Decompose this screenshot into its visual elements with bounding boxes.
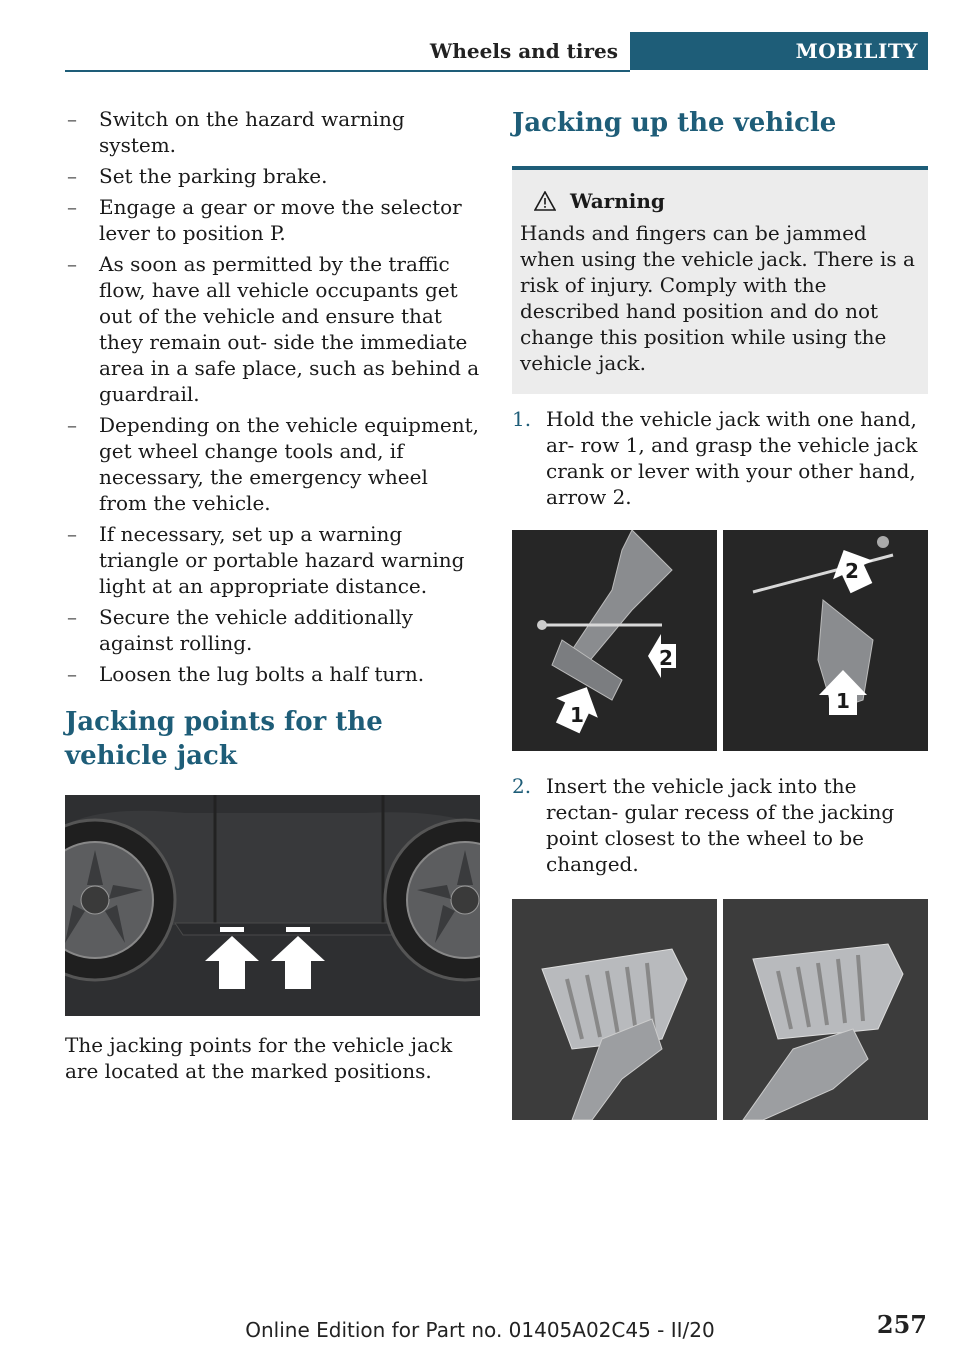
chapter-tab: MOBILITY xyxy=(630,32,928,70)
dash-bullet: – xyxy=(67,252,77,276)
section-title: Wheels and tires xyxy=(429,39,618,63)
dash-bullet: – xyxy=(67,195,77,219)
list-item-text: As soon as permitted by the traffic flow, have all vehicle occupants get out of the vehicle and ensure that they remain out‐ side the immediate area in a safe place, such as behind a guardrail. xyxy=(99,252,480,406)
arrow-1-label: 1 xyxy=(836,689,850,713)
jacking-steps-1 xyxy=(512,406,928,510)
warning-triangle-icon xyxy=(534,191,556,211)
list-item xyxy=(65,194,480,246)
left-column xyxy=(65,106,480,1084)
list-item xyxy=(512,406,928,510)
arrow-2-label: 2 xyxy=(845,559,859,583)
list-item-text: Secure the vehicle additionally against rolling. xyxy=(99,605,413,655)
list-item xyxy=(65,521,480,599)
jack-illustration xyxy=(512,530,717,751)
step-text: Hold the vehicle jack with one hand, ar‐ row 1, and grasp the vehicle jack crank or lever with your other hand, arrow 2. xyxy=(546,407,918,509)
jacking-points-caption: The jacking points for the vehicle jack are located at the marked positions. xyxy=(65,1033,453,1083)
jack-inserted-illustration xyxy=(723,899,928,1120)
page-number: 257 xyxy=(876,1310,927,1339)
jacking-up-heading: Jacking up the vehicle xyxy=(512,108,837,138)
edition-footer: Online Edition for Part no. 01405A02C45 - II/20 xyxy=(245,1318,715,1342)
car-side-illustration xyxy=(65,795,480,1016)
warning-header xyxy=(534,188,920,214)
list-item-text: Loosen the lug bolts a half turn. xyxy=(99,662,425,686)
jack-crank-illustration xyxy=(723,530,928,751)
arrow-2-label: 2 xyxy=(659,646,673,670)
step-number: 1. xyxy=(512,407,532,431)
right-column xyxy=(512,106,928,1120)
dash-bullet: – xyxy=(67,164,77,188)
dash-bullet: – xyxy=(67,605,77,629)
preparation-steps xyxy=(65,106,480,687)
list-item xyxy=(65,163,480,189)
recess-figure-left xyxy=(512,899,717,1120)
jack-recess-figures xyxy=(512,899,928,1120)
list-item xyxy=(65,251,480,407)
list-item-text: Switch on the hazard warning system. xyxy=(99,107,405,157)
jacking-steps-2 xyxy=(512,773,928,877)
warning-title: Warning xyxy=(570,189,665,213)
dash-bullet: – xyxy=(67,413,77,437)
list-item-text: Engage a gear or move the selector lever to position P. xyxy=(99,195,462,245)
step-number: 2. xyxy=(512,774,532,798)
list-item xyxy=(65,412,480,516)
jacking-points-heading: Jacking points for the vehicle jack xyxy=(65,707,383,771)
list-item xyxy=(512,773,928,877)
jack-hand-position-figures xyxy=(512,530,928,751)
list-item xyxy=(65,604,480,656)
header-rule xyxy=(65,70,630,72)
page-header xyxy=(65,32,928,72)
list-item-text: Set the parking brake. xyxy=(99,164,328,188)
jacking-points-illustration xyxy=(65,795,480,1016)
jack-figure-right xyxy=(723,530,928,751)
recess-figure-right xyxy=(723,899,928,1120)
list-item-text: If necessary, set up a warning triangle or portable hazard warning light at an appropriate distance. xyxy=(99,522,465,598)
dash-bullet: – xyxy=(67,107,77,131)
list-item xyxy=(65,661,480,687)
warning-box xyxy=(512,166,928,394)
dash-bullet: – xyxy=(67,662,77,686)
warning-text: Hands and fingers can be jammed when using the vehicle jack. There is a risk of injury. Comply with the described hand position and do not change this position while using the vehicle jack. xyxy=(520,221,915,375)
arrow-1-label: 1 xyxy=(570,703,584,727)
step-text: Insert the vehicle jack into the rectan‐ gular recess of the jacking point closest to the wheel to be changed. xyxy=(546,774,895,876)
jacking-recess-illustration xyxy=(512,899,717,1120)
list-item xyxy=(65,106,480,158)
jack-figure-left xyxy=(512,530,717,751)
list-item-text: Depending on the vehicle equipment, get wheel change tools and, if necessary, the emergency wheel from the vehicle. xyxy=(99,413,480,515)
dash-bullet: – xyxy=(67,522,77,546)
